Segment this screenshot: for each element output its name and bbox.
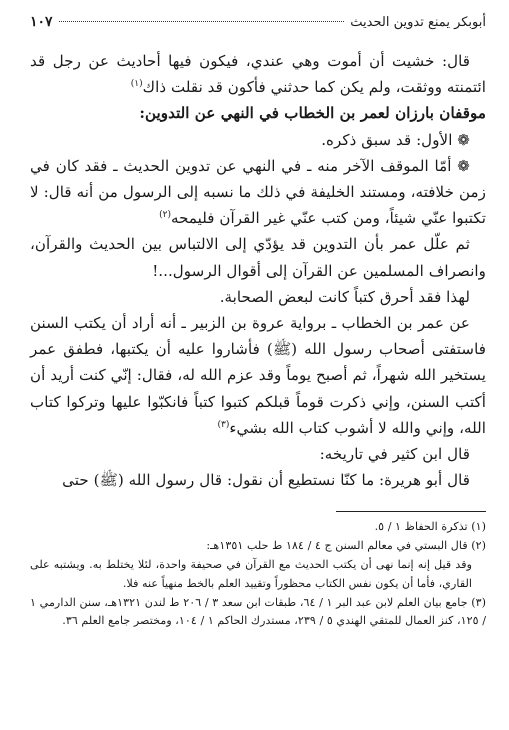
footnotes <box>30 518 486 631</box>
paragraph-first-position: ❁ الأول: قد سبق ذكره. <box>321 130 470 149</box>
footnote-2: (٢) قال البستي في معالم السنن ج ٤ / ١٨٤ ط حلب ١٣٥١هـ: <box>206 539 486 553</box>
paragraph-burning: لهذا فقد أحرق كتباً كانت لبعض الصحابة. <box>219 287 470 306</box>
footnote-ref-3[interactable]: (٣) <box>217 419 230 430</box>
page-number: ١٠٧ <box>30 14 53 30</box>
header-title: أبوبكر يمنع تدوين الحديث <box>350 15 486 30</box>
paragraph-reason: ثم علّل عمر بأن التدوين قد يؤدّي إلى الالتباس بين الحديث والقرآن، وانصراف المسلمين عن القرآن إلى أقوال الرسول...! <box>30 235 486 280</box>
main-text <box>30 48 486 493</box>
footnote-1: (١) تذكرة الحفاظ ١ / ٥. <box>374 520 486 534</box>
paragraph-second-position: ❁ أمّا الموقف الآخر منه ـ في النهي عن تدوين الحديث ـ فقد كان في زمن خلافته، ومستند الخليفة في ذلك ما نسبه إلى الرسول من أنه قال: لا تكتبوا عنّي شيئاً، ومن كتب عنّي غير القرآن فليمحه$^{(٢)}$ <box>30 156 486 228</box>
footnote-2-continuation: وقد قيل إنه إنما نهى أن يكتب الحديث مع القرآن في صحيفة واحدة، لئلا يختلط به. ويشتبه على القاري، فأما أن يكون نفس الكتاب محظوراً وتقييد العلم بالخط منهياً عنه فلا. <box>30 558 472 590</box>
document-page <box>30 14 486 631</box>
paragraph-abu-hurayra: قال أبو هريرة: ما كنّا نستطيع أن نقول: قال رسول الله (ﷺ) حتى <box>62 471 470 490</box>
footnote-ref-1[interactable]: (١) <box>130 79 143 90</box>
running-header <box>30 14 486 38</box>
paragraph-urwa-narration: عن عمر بن الخطاب ـ برواية عروة بن الزبير ـ أنه أراد أن يكتب السنن فاستفتى أصحاب رسول الله (ﷺ) فأشاروا عليه أن يكتبها، فطفق عمر يستخير الله شهراً، ثم أصبح يوماً وقد عزم الله له، فقال: إنّي كنت أريد أن أكتب السنن، وإني ذكرت قوماً قبلكم كتبوا كتباً فانكبّوا عليها وتركوا كتاب الله، وإني والله لا أشوب كتاب الله بشيء$^{(٣)}$ <box>30 314 486 437</box>
footnote-3: (٣) جامع بيان العلم لابن عبد البر ١ / ٦٤، طبقات ابن سعد ٣ / ٢٠٦ ط لندن ١٣٢١هـ، سنن الدارمي ١ / ١٢٥، كنز العمال للمتقي الهندي ٥ / ٢٣٩، مستدرك الحاكم ١ / ١٠٤، ومختصر جامع العلم ٣٦. <box>30 595 486 628</box>
header-leader-dots <box>59 21 345 22</box>
section-heading: موقفان بارزان لعمر بن الخطاب في النهي عن التدوين: <box>139 104 486 123</box>
footnote-separator <box>336 511 486 512</box>
footnote-ref-2[interactable]: (٢) <box>159 210 171 221</box>
paragraph-ibn-kathir: قال ابن كثير في تاريخه: <box>319 445 470 464</box>
paragraph-1: قال: خشيت أن أموت وهي عندي، فيكون فيها أحاديث عن رجل قد ائتمنته ووثقت، ولم يكن كما حدثني فأكون قد نقلت ذاك$^{(١)}$ <box>30 52 486 97</box>
